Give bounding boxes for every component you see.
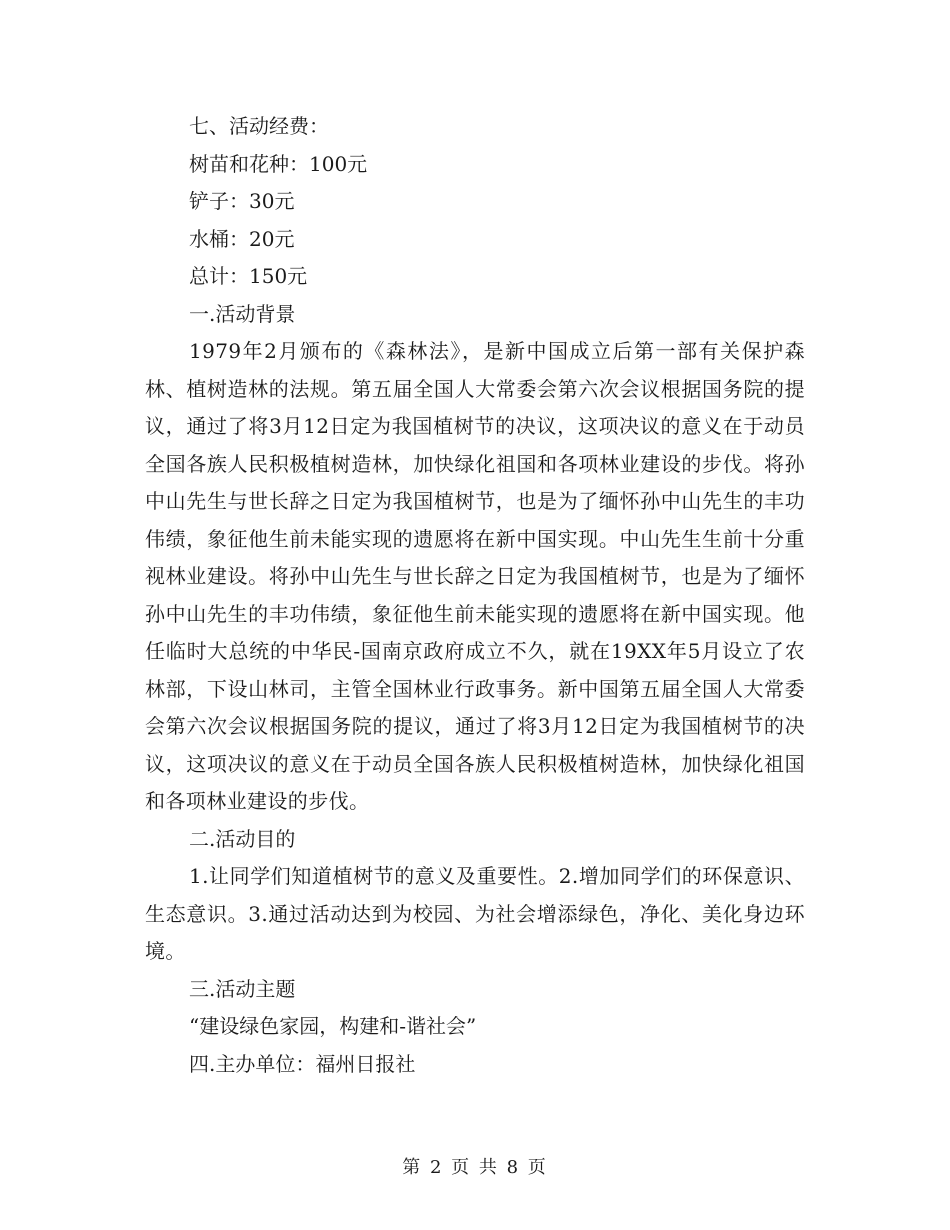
section-theme-text: “建设绿色家园，构建和-谐社会”: [189, 1014, 477, 1038]
budget-item-total: 总计：150元: [189, 264, 308, 288]
page-content: [145, 108, 805, 1083]
section-organizer: 四.主办单位：福州日报社: [189, 1051, 416, 1076]
section-purpose-paragraph: 1.让同学们知道植树节的意义及重要性。2.增加同学们的环保意识、生态意识。3.通过活动达到为校园、为社会增添绿色，净化、美化身边环境。: [145, 864, 805, 963]
page-number-footer: 第 2 页 共 8 页: [402, 1157, 548, 1178]
budget-item-seedlings: 树苗和花种：100元: [189, 151, 368, 176]
budget-item-shovels: 铲子：30元: [189, 189, 295, 213]
budget-item-buckets: 水桶：20元: [189, 226, 295, 251]
section-background-paragraph: 1979年2月颁布的《森林法》，是新中国成立后第一部有关保护森林、植树造林的法规。第五届全国人大常委会第六次会议根据国务院的提议，通过了将3月12日定为我国植树节的决议，这项决议的意义在于动员全国各族人民积极植树造林，加快绿化祖国和各项林业建设的步伐。将孙中山先生与世长辞之日定为我国植树节，也是为了缅怀孙中山先生的丰功伟绩，象征他生前未能实现的遗愿将在新中国实现。中山先生生前十分重视林业建设。将孙中山先生与世长辞之日定为我国植树节，也是为了缅怀孙中山先生的丰功伟绩，象征他生前未能实现的遗愿将在新中国实现。他任临时大总统的中华民-国南京政府成立不久，就在19XX年5月设立了农林部，下设山林司，主管全国林业行政事务。新中国第五届全国人大常委会第六次会议根据国务院的提议，通过了将3月12日定为我国植树节的决议，这项决议的意义在于动员全国各族人民积极植树造林，加快绿化祖国和各项林业建设的步伐。: [145, 339, 805, 813]
budget-heading: 七、活动经费：: [189, 114, 329, 138]
section-purpose-heading: 二.活动目的: [189, 826, 296, 851]
section-background-heading: 一.活动背景: [189, 301, 296, 326]
section-theme-heading: 三.活动主题: [189, 976, 296, 1001]
